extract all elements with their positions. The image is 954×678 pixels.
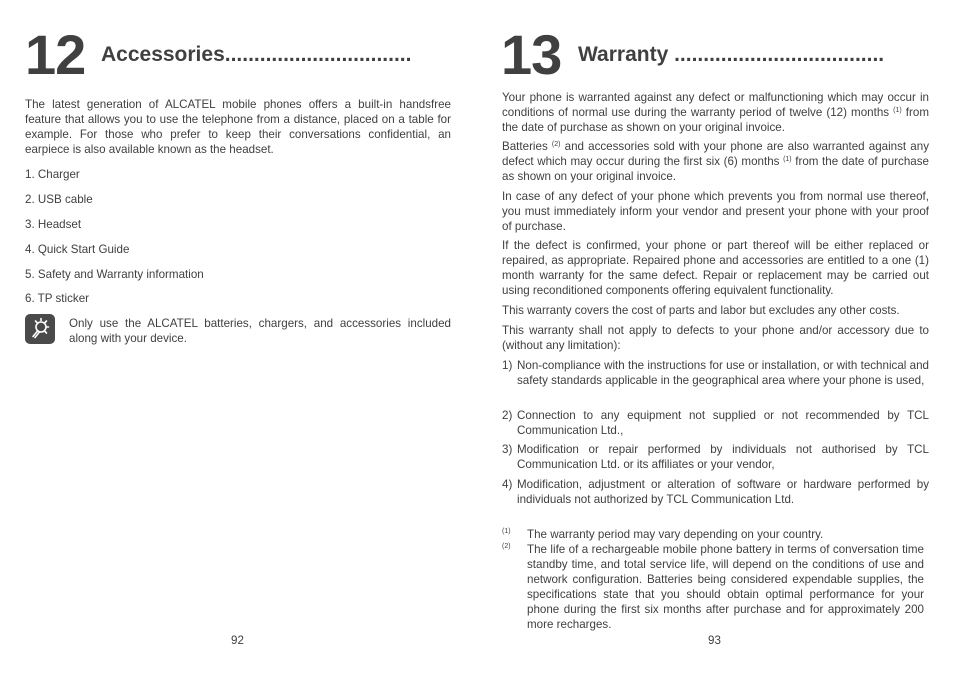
coverage-paragraph: This warranty covers the cost of parts and labor but excludes any other costs.	[502, 304, 900, 317]
list-item: 1. Charger	[25, 168, 80, 181]
text-span: Your phone is warranted against any defect or malfunctioning which may occur in conditions of normal use during the warranty period of twelve (12) months	[502, 91, 929, 119]
footnote-ref: (2)	[551, 141, 561, 148]
footnote-ref: (1)	[893, 107, 902, 114]
footnote	[502, 527, 924, 542]
condition-text: Modification or repair performed by individuals not authorised by TCL Communication Ltd. or its affiliates or your vendor,	[517, 443, 929, 471]
page-number: 93	[708, 634, 721, 647]
chapter-title: Warranty ....................................	[578, 43, 885, 66]
list-item: 4. Quick Start Guide	[25, 243, 130, 256]
footnote	[502, 542, 924, 632]
list-item: 6. TP sticker	[25, 292, 90, 305]
chapter-number: 13	[501, 23, 562, 86]
text-span: Batteries	[502, 140, 548, 153]
condition-item	[502, 477, 929, 507]
right-page	[477, 0, 954, 678]
condition-number: 4)	[502, 478, 513, 491]
condition-number: 1)	[502, 359, 513, 372]
intro-paragraph: The latest generation of ALCATEL mobile phones offers a built-in handsfree feature that allows you to use the telephone from a distance, placed on a table for example. For those who prefer to keep their conversations confidential, an earpiece is also available known as the headset.	[25, 98, 451, 156]
exclusion-paragraph: This warranty shall not apply to defects to your phone and/or accessory due to (without any limitation):	[502, 324, 929, 352]
condition-text: Modification, adjustment or alteration of software or hardware performed by individuals not authorized by TCL Communication Ltd.	[517, 478, 929, 506]
condition-number: 2)	[502, 409, 513, 422]
footnote-text: The warranty period may vary depending on your country.	[527, 528, 824, 541]
chapter-title: Accessories................................	[101, 43, 412, 66]
condition-text: Connection to any equipment not supplied or not recommended by TCL Communication Ltd.,	[517, 409, 929, 437]
batteries-paragraph	[502, 139, 929, 184]
condition-number: 3)	[502, 443, 513, 456]
note-text: Only use the ALCATEL batteries, chargers, and accessories included along with your device.	[69, 317, 451, 345]
list-item: 2. USB cable	[25, 193, 93, 206]
condition-item	[502, 408, 929, 438]
chapter-number: 12	[25, 23, 86, 86]
footnote-mark: (2)	[502, 543, 511, 550]
text-span: from the date of purchase as shown on your original invoice.	[502, 106, 929, 134]
list-item: 5. Safety and Warranty information	[25, 268, 204, 281]
condition-item	[502, 442, 929, 472]
warranty-paragraph	[502, 90, 929, 135]
condition-text: Non-compliance with the instructions for use or installation, or with technical and safety standards applicable in the geographical area where your phone is used,	[517, 359, 929, 387]
confirmed-paragraph: If the defect is confirmed, your phone or part thereof will be either replaced or repaired, as appropriate. Repaired phone and accessories are entitled to a one (1) month warranty for the same defect. Repair or replacement may be carried out using reconditioned components offering equivalent functionality.	[502, 239, 929, 297]
footnote-ref: (1)	[783, 156, 792, 163]
footnote-text: The life of a rechargeable mobile phone battery in terms of conversation time standby time, and total service life, will depend on the conditions of use and network configuration. Batteries being considered expendable supplies, the specifications state that you should obtain optimal performance for your phone during the first six months after purchase and for approximately 200 more recharges.	[527, 543, 924, 631]
text-span: from the date of purchase as shown on your original invoice.	[502, 155, 929, 183]
footnote-mark: (1)	[502, 528, 511, 535]
list-item: 3. Headset	[25, 218, 82, 231]
lightbulb-icon	[25, 314, 55, 344]
text-span: and accessories sold with your phone are also warranted against any defect which may occur during the first six (6) months	[502, 140, 929, 168]
defect-paragraph: In case of any defect of your phone which prevents you from normal use thereof, you must immediately inform your vendor and present your phone with your proof of purchase.	[502, 190, 929, 233]
page-number: 92	[231, 634, 244, 647]
condition-item	[502, 358, 929, 403]
